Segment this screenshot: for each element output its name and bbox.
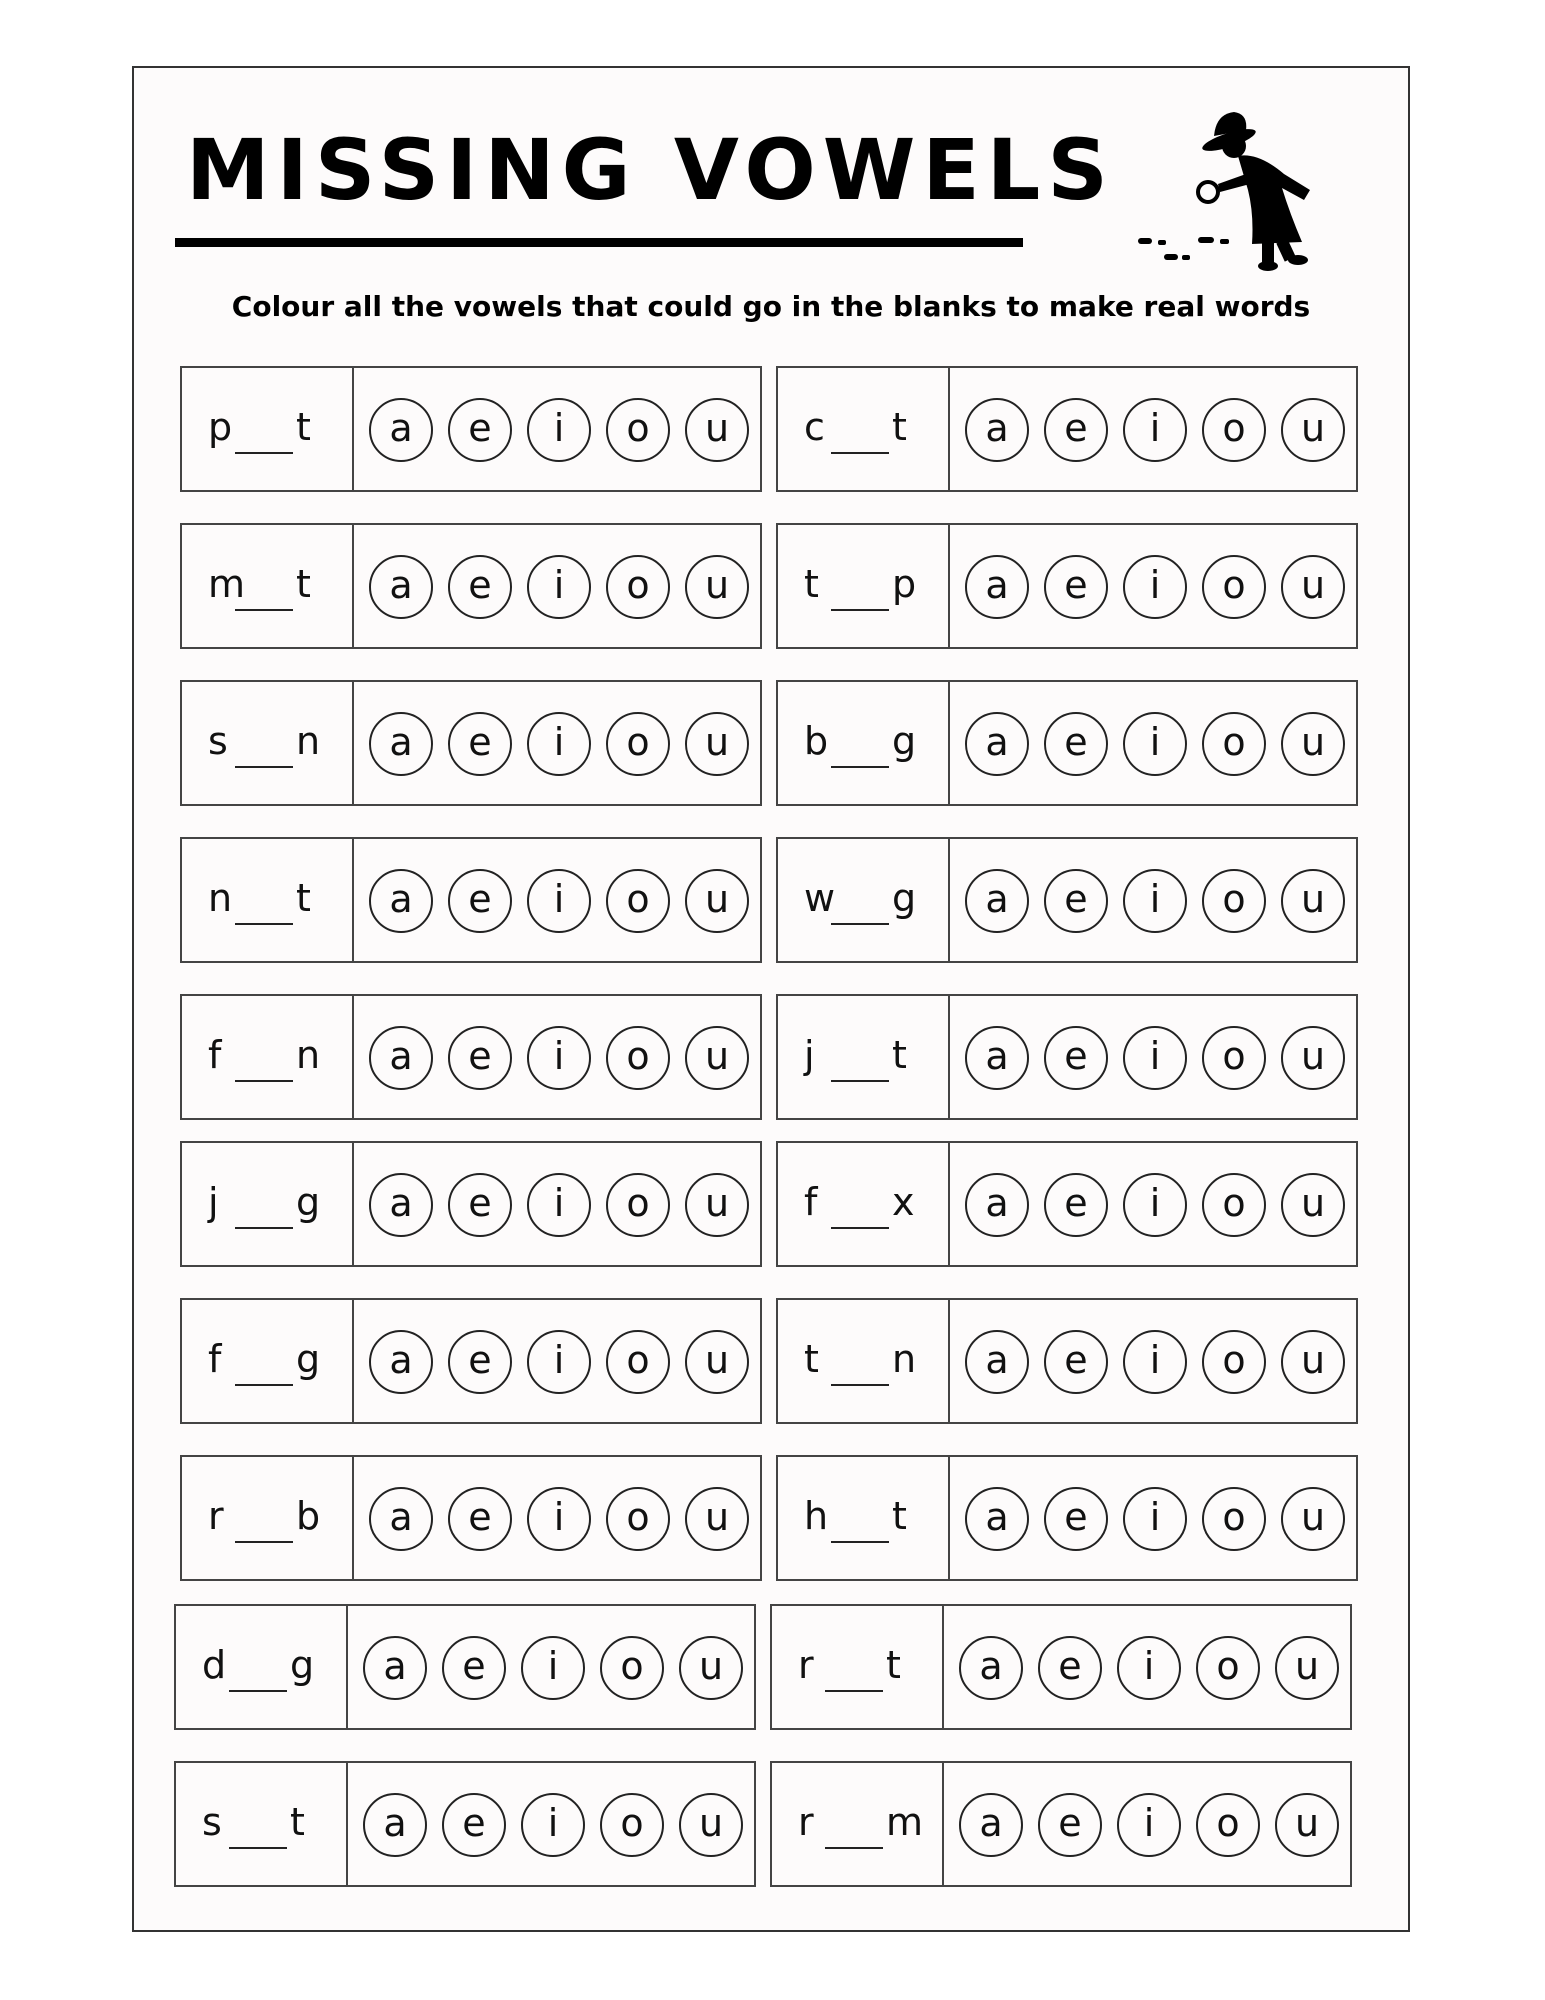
word-card [776, 1455, 1358, 1581]
vowel-circle-e[interactable]: e [1044, 712, 1108, 776]
missing-vowel-blank [235, 766, 293, 768]
missing-vowel-blank [235, 1080, 293, 1082]
vowel-circle-a[interactable]: a [369, 1026, 433, 1090]
vowel-circle-e[interactable]: e [448, 712, 512, 776]
word-card [180, 994, 762, 1120]
missing-vowel-blank [235, 609, 293, 611]
first-letter: s [202, 1800, 222, 1844]
word-card [180, 837, 762, 963]
vowel-circle-o[interactable]: o [1196, 1636, 1260, 1700]
word-pattern [182, 996, 354, 1118]
vowel-circle-u[interactable]: u [685, 1026, 749, 1090]
vowel-options [965, 1173, 1345, 1237]
vowel-circle-o[interactable]: o [606, 1026, 670, 1090]
vowel-circle-i[interactable]: i [527, 1026, 591, 1090]
vowel-circle-e[interactable]: e [448, 398, 512, 462]
vowel-circle-a[interactable]: a [369, 555, 433, 619]
vowel-circle-o[interactable]: o [1202, 398, 1266, 462]
vowel-options [363, 1636, 743, 1700]
vowel-circle-o[interactable]: o [606, 1173, 670, 1237]
word-card [776, 523, 1358, 649]
vowel-circle-i[interactable]: i [1123, 1173, 1187, 1237]
first-letter: t [804, 562, 819, 606]
vowel-circle-i[interactable]: i [1123, 398, 1187, 462]
vowel-circle-i[interactable]: i [527, 1487, 591, 1551]
vowel-options [363, 1793, 743, 1857]
missing-vowel-blank [235, 1227, 293, 1229]
missing-vowel-blank [235, 452, 293, 454]
vowel-options [965, 712, 1345, 776]
word-pattern [778, 525, 950, 647]
word-card [180, 523, 762, 649]
vowel-circle-o[interactable]: o [606, 869, 670, 933]
vowel-circle-u[interactable]: u [685, 869, 749, 933]
last-letter: t [886, 1643, 901, 1687]
missing-vowel-blank [229, 1690, 287, 1692]
first-letter: p [208, 405, 233, 449]
vowel-circle-e[interactable]: e [1044, 1330, 1108, 1394]
word-pattern [182, 682, 354, 804]
word-card [770, 1604, 1352, 1730]
word-card [174, 1604, 756, 1730]
word-pattern [182, 839, 354, 961]
first-letter: c [804, 405, 825, 449]
last-letter: m [886, 1800, 924, 1844]
vowel-circle-i[interactable]: i [1123, 712, 1187, 776]
word-card [180, 1298, 762, 1424]
vowel-circle-a[interactable]: a [965, 1026, 1029, 1090]
vowel-circle-i[interactable]: i [1123, 869, 1187, 933]
first-letter: r [208, 1494, 224, 1538]
first-letter: b [804, 719, 829, 763]
missing-vowel-blank [831, 1227, 889, 1229]
vowel-circle-a[interactable]: a [965, 869, 1029, 933]
instruction-text: Colour all the vowels that could go in the blanks to make real words [231, 290, 1311, 323]
missing-vowel-blank [235, 1541, 293, 1543]
word-pattern [176, 1763, 348, 1885]
vowel-circle-o[interactable]: o [606, 398, 670, 462]
vowel-circle-o[interactable]: o [1202, 869, 1266, 933]
vowel-options [369, 1173, 749, 1237]
last-letter: n [296, 719, 321, 763]
word-card [776, 1141, 1358, 1267]
vowel-circle-o[interactable]: o [1196, 1793, 1260, 1857]
vowel-circle-a[interactable]: a [965, 712, 1029, 776]
detective-icon [1134, 104, 1334, 274]
last-letter: n [892, 1337, 917, 1381]
vowel-circle-a[interactable]: a [369, 712, 433, 776]
vowel-circle-e[interactable]: e [448, 1173, 512, 1237]
missing-vowel-blank [235, 923, 293, 925]
word-card [180, 366, 762, 492]
missing-vowel-blank [831, 923, 889, 925]
word-pattern [182, 1143, 354, 1265]
vowel-circle-e[interactable]: e [1044, 1173, 1108, 1237]
first-letter: r [798, 1643, 814, 1687]
missing-vowel-blank [235, 1384, 293, 1386]
vowel-circle-o[interactable]: o [606, 555, 670, 619]
vowel-circle-a[interactable]: a [369, 1487, 433, 1551]
last-letter: g [892, 719, 917, 763]
vowel-circle-u[interactable]: u [685, 1330, 749, 1394]
vowel-circle-a[interactable]: a [959, 1793, 1023, 1857]
last-letter: g [296, 1180, 321, 1224]
first-letter: h [804, 1494, 829, 1538]
page-title: MISSING VOWELS [186, 121, 1115, 219]
vowel-circle-i[interactable]: i [527, 398, 591, 462]
last-letter: g [296, 1337, 321, 1381]
vowel-circle-e[interactable]: e [442, 1793, 506, 1857]
vowel-circle-u[interactable]: u [685, 1487, 749, 1551]
first-letter: f [804, 1180, 818, 1224]
word-pattern [772, 1763, 944, 1885]
vowel-circle-i[interactable]: i [527, 1173, 591, 1237]
vowel-circle-u[interactable]: u [1275, 1793, 1339, 1857]
word-pattern [778, 839, 950, 961]
word-pattern [176, 1606, 348, 1728]
vowel-circle-i[interactable]: i [527, 555, 591, 619]
first-letter: n [208, 876, 233, 920]
word-pattern [778, 1143, 950, 1265]
word-card [776, 1298, 1358, 1424]
vowel-circle-u[interactable]: u [685, 555, 749, 619]
vowel-circle-i[interactable]: i [1123, 1487, 1187, 1551]
word-card [770, 1761, 1352, 1887]
missing-vowel-blank [229, 1847, 287, 1849]
vowel-circle-o[interactable]: o [606, 1330, 670, 1394]
vowel-circle-a[interactable]: a [965, 1173, 1029, 1237]
vowel-circle-u[interactable]: u [1281, 1026, 1345, 1090]
last-letter: t [296, 876, 311, 920]
last-letter: t [892, 1494, 907, 1538]
vowel-circle-a[interactable]: a [369, 1173, 433, 1237]
word-pattern [182, 525, 354, 647]
vowel-circle-i[interactable]: i [521, 1793, 585, 1857]
vowel-options [369, 1330, 749, 1394]
missing-vowel-blank [831, 452, 889, 454]
vowel-circle-u[interactable]: u [685, 712, 749, 776]
last-letter: t [290, 1800, 305, 1844]
vowel-circle-i[interactable]: i [527, 712, 591, 776]
vowel-circle-u[interactable]: u [1281, 1173, 1345, 1237]
word-pattern [182, 1300, 354, 1422]
title-underline [175, 238, 1023, 247]
vowel-options [369, 869, 749, 933]
last-letter: t [296, 405, 311, 449]
word-pattern [778, 1300, 950, 1422]
last-letter: x [892, 1180, 915, 1224]
word-card [776, 994, 1358, 1120]
missing-vowel-blank [831, 609, 889, 611]
vowel-circle-o[interactable]: o [1202, 712, 1266, 776]
vowel-circle-o[interactable]: o [606, 712, 670, 776]
word-pattern [182, 368, 354, 490]
vowel-circle-e[interactable]: e [1044, 1487, 1108, 1551]
vowel-circle-a[interactable]: a [965, 398, 1029, 462]
word-pattern [772, 1606, 944, 1728]
vowel-circle-u[interactable]: u [685, 1173, 749, 1237]
vowel-circle-o[interactable]: o [1202, 1487, 1266, 1551]
vowel-options [965, 1487, 1345, 1551]
word-pattern [778, 368, 950, 490]
missing-vowel-blank [825, 1847, 883, 1849]
vowel-circle-u[interactable]: u [1275, 1636, 1339, 1700]
last-letter: b [296, 1494, 321, 1538]
vowel-circle-u[interactable]: u [685, 398, 749, 462]
word-card [180, 1141, 762, 1267]
first-letter: t [804, 1337, 819, 1381]
vowel-options [965, 555, 1345, 619]
vowel-circle-e[interactable]: e [1038, 1636, 1102, 1700]
first-letter: d [202, 1643, 227, 1687]
vowel-options [369, 1026, 749, 1090]
vowel-circle-a[interactable]: a [369, 398, 433, 462]
word-pattern [778, 996, 950, 1118]
word-card [776, 837, 1358, 963]
first-letter: j [804, 1033, 815, 1077]
vowel-circle-e[interactable]: e [448, 1487, 512, 1551]
vowel-options [965, 398, 1345, 462]
vowel-circle-a[interactable]: a [959, 1636, 1023, 1700]
word-pattern [182, 1457, 354, 1579]
missing-vowel-blank [831, 766, 889, 768]
vowel-circle-i[interactable]: i [1123, 1026, 1187, 1090]
vowel-circle-e[interactable]: e [448, 1330, 512, 1394]
vowel-circle-a[interactable]: a [363, 1793, 427, 1857]
word-card [776, 366, 1358, 492]
vowel-circle-e[interactable]: e [1044, 398, 1108, 462]
word-card [776, 680, 1358, 806]
vowel-options [959, 1636, 1339, 1700]
missing-vowel-blank [831, 1080, 889, 1082]
vowel-circle-a[interactable]: a [965, 555, 1029, 619]
word-pattern [778, 1457, 950, 1579]
missing-vowel-blank [831, 1541, 889, 1543]
vowel-circle-u[interactable]: u [1281, 1330, 1345, 1394]
word-card [180, 680, 762, 806]
vowel-circle-o[interactable]: o [1202, 1173, 1266, 1237]
first-letter: r [798, 1800, 814, 1844]
vowel-circle-o[interactable]: o [1202, 555, 1266, 619]
vowel-circle-a[interactable]: a [363, 1636, 427, 1700]
vowel-circle-a[interactable]: a [965, 1487, 1029, 1551]
vowel-circle-a[interactable]: a [369, 869, 433, 933]
vowel-circle-i[interactable]: i [527, 869, 591, 933]
vowel-options [965, 869, 1345, 933]
last-letter: t [892, 405, 907, 449]
vowel-options [965, 1026, 1345, 1090]
missing-vowel-blank [831, 1384, 889, 1386]
vowel-circle-u[interactable]: u [1281, 1487, 1345, 1551]
first-letter: m [208, 562, 246, 606]
last-letter: p [892, 562, 917, 606]
vowel-circle-i[interactable]: i [1117, 1636, 1181, 1700]
vowel-circle-u[interactable]: u [1281, 712, 1345, 776]
vowel-options [965, 1330, 1345, 1394]
vowel-circle-e[interactable]: e [1044, 869, 1108, 933]
vowel-circle-o[interactable]: o [600, 1793, 664, 1857]
vowel-circle-o[interactable]: o [600, 1636, 664, 1700]
word-card [180, 1455, 762, 1581]
vowel-circle-i[interactable]: i [521, 1636, 585, 1700]
vowel-circle-o[interactable]: o [606, 1487, 670, 1551]
first-letter: f [208, 1033, 222, 1077]
vowel-options [959, 1793, 1339, 1857]
last-letter: g [290, 1643, 315, 1687]
vowel-options [369, 555, 749, 619]
vowel-circle-u[interactable]: u [1281, 555, 1345, 619]
first-letter: f [208, 1337, 222, 1381]
vowel-circle-e[interactable]: e [1038, 1793, 1102, 1857]
first-letter: w [804, 876, 836, 920]
vowel-circle-e[interactable]: e [1044, 555, 1108, 619]
vowel-circle-a[interactable]: a [965, 1330, 1029, 1394]
vowel-options [369, 1487, 749, 1551]
vowel-circle-e[interactable]: e [448, 555, 512, 619]
vowel-circle-e[interactable]: e [448, 1026, 512, 1090]
last-letter: t [296, 562, 311, 606]
vowel-circle-u[interactable]: u [679, 1793, 743, 1857]
vowel-circle-i[interactable]: i [1123, 1330, 1187, 1394]
vowel-options [369, 712, 749, 776]
vowel-circle-u[interactable]: u [1281, 398, 1345, 462]
first-letter: j [208, 1180, 219, 1224]
vowel-circle-i[interactable]: i [1117, 1793, 1181, 1857]
vowel-circle-e[interactable]: e [448, 869, 512, 933]
last-letter: g [892, 876, 917, 920]
missing-vowel-blank [825, 1690, 883, 1692]
vowel-circle-u[interactable]: u [679, 1636, 743, 1700]
last-letter: n [296, 1033, 321, 1077]
vowel-circle-u[interactable]: u [1281, 869, 1345, 933]
vowel-circle-a[interactable]: a [369, 1330, 433, 1394]
last-letter: t [892, 1033, 907, 1077]
word-pattern [778, 682, 950, 804]
vowel-circle-e[interactable]: e [442, 1636, 506, 1700]
word-card [174, 1761, 756, 1887]
first-letter: s [208, 719, 228, 763]
vowel-circle-e[interactable]: e [1044, 1026, 1108, 1090]
vowel-circle-o[interactable]: o [1202, 1330, 1266, 1394]
vowel-circle-o[interactable]: o [1202, 1026, 1266, 1090]
vowel-circle-i[interactable]: i [527, 1330, 591, 1394]
vowel-options [369, 398, 749, 462]
vowel-circle-i[interactable]: i [1123, 555, 1187, 619]
